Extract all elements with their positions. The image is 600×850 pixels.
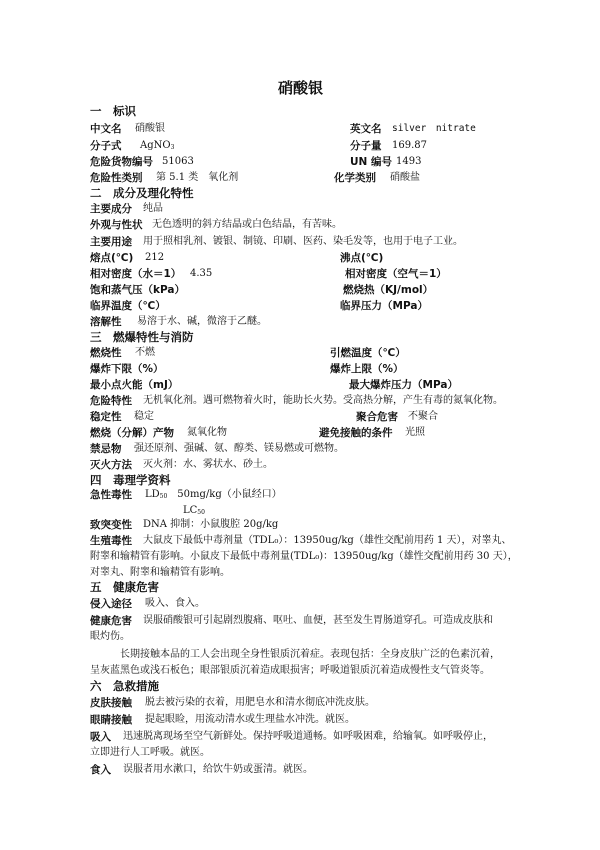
- lc50-value: $LC_{50}$: [183, 505, 205, 516]
- ingestion-label: 食入: [90, 764, 111, 776]
- en-name-value: silver nitrate: [392, 123, 476, 134]
- avoid-conditions-label: 避免接触的条件: [319, 427, 393, 439]
- composition-value: 纯品: [143, 203, 163, 214]
- formula-value: AgNO$_3$: [140, 140, 175, 151]
- health-hazard-line-1: 误服硝酸银可引起剧烈腹痛、呕吐、血便，甚至发生胃肠道穿孔。可造成皮肤和: [143, 615, 493, 626]
- ignition-temp-label: 引燃温度（℃）: [330, 347, 406, 359]
- cn-name-label: 中文名: [90, 123, 122, 135]
- uel-label: 爆炸上限（%）: [330, 363, 404, 375]
- cn-name-value: 硝酸银: [135, 123, 165, 134]
- reproductive-toxicity-label: 生殖毒性: [90, 535, 132, 547]
- hazard-property-value: 无机氧化剂。遇可燃物着火时，能助长火势。受高热分解，产生有毒的氮氧化物。: [143, 395, 503, 406]
- boiling-point-label: 沸点(℃): [340, 252, 384, 264]
- lel-label: 爆炸下限（%）: [90, 363, 164, 375]
- eye-contact-label: 眼睛接触: [90, 714, 132, 726]
- rel-density-water-value: 4.35: [190, 268, 213, 279]
- avoid-conditions-value: 光照: [405, 427, 425, 438]
- reproductive-toxicity-line-2: 附睾和输精管有影响。小鼠皮下最低中毒剂量(TDL₀)：13950ug/kg（雄性交配前用药 30 天），: [90, 551, 518, 562]
- incompatible-label: 禁忌物: [90, 443, 122, 455]
- rel-density-air-label: 相对密度（空气＝1）: [345, 268, 447, 280]
- hazard-class-label: 危险性类别: [90, 172, 143, 184]
- stability-value: 稳定: [134, 411, 154, 422]
- health-hazard-label: 健康危害: [90, 615, 132, 627]
- min-ignition-energy-label: 最小点火能（mJ）: [90, 379, 179, 391]
- reproductive-toxicity-line-1: 大鼠皮下最低中毒剂量（TDL₀）：13950ug/kg（雄性交配前用药 1 天），对睾丸、: [143, 535, 512, 546]
- main-use-value: 用于照相乳剂、镀银、制镜、印刷、医药、染毛发等，也用于电子工业。: [143, 236, 463, 247]
- critical-pressure-label: 临界压力（MPa）: [340, 300, 428, 312]
- stability-label: 稳定性: [90, 411, 122, 423]
- polymerization-value: 不聚合: [408, 411, 438, 422]
- en-name-label: 英文名: [350, 123, 382, 135]
- mw-label: 分子量: [350, 140, 382, 152]
- dg-number-label: 危险货物编号: [90, 156, 153, 168]
- health-hazard-line-2: 眼灼伤。: [90, 631, 130, 642]
- skin-contact-value: 脱去被污染的衣着，用肥皂水和清水彻底冲洗皮肤。: [145, 697, 375, 708]
- ingestion-value: 误服者用水漱口，给饮牛奶或蛋清。就医。: [123, 764, 313, 775]
- section-heading-first-aid: 六 急救措施: [90, 679, 159, 693]
- flammability-label: 燃烧性: [90, 347, 122, 359]
- solubility-value: 易溶于水、碱，微溶于乙醚。: [137, 316, 267, 327]
- section-heading-identification: 一 标识: [90, 104, 136, 118]
- hazard-class-value: 第 5.1 类 氧化剂: [156, 172, 239, 183]
- ld50-value: $LD_{50}$ 50mg/kg（小鼠经口）: [145, 489, 282, 500]
- appearance-value: 无色透明的斜方结晶或白色结晶，有苦味。: [152, 219, 342, 230]
- un-number-label: UN 编号: [350, 156, 392, 168]
- extinguishing-value: 灭火剂：水、雾状水、砂土。: [143, 459, 273, 470]
- section-heading-health: 五 健康危害: [90, 580, 159, 594]
- melting-point-value: 212: [145, 252, 165, 263]
- polymerization-label: 聚合危害: [356, 411, 398, 423]
- inhalation-line-2: 立即进行人工呼吸。就医。: [90, 747, 210, 758]
- exposure-route-value: 吸入、食入。: [145, 598, 205, 609]
- appearance-label: 外观与性状: [90, 219, 143, 231]
- mutagenicity-label: 致突变性: [90, 519, 132, 531]
- un-number-value: 1493: [396, 156, 422, 167]
- chem-class-label: 化学类别: [334, 172, 376, 184]
- section-heading-toxicology: 四 毒理学资料: [90, 473, 171, 487]
- composition-label: 主要成分: [90, 203, 132, 215]
- extinguishing-label: 灭火方法: [90, 459, 132, 471]
- melting-point-label: 熔点(℃): [90, 252, 134, 264]
- inhalation-line-1: 迅速脱离现场至空气新鲜处。保持呼吸道通畅。如呼吸困难，给输氧。如呼吸停止，: [123, 731, 493, 742]
- exposure-route-label: 侵入途径: [90, 598, 132, 610]
- skin-contact-label: 皮肤接触: [90, 697, 132, 709]
- formula-label: 分子式: [90, 140, 122, 152]
- page-title: 硝酸银: [278, 79, 324, 97]
- acute-toxicity-label: 急性毒性: [90, 489, 132, 501]
- eye-contact-value: 提起眼睑，用流动清水或生理盐水冲洗。就医。: [145, 714, 355, 725]
- decomposition-value: 氮氧化物: [187, 427, 227, 438]
- inhalation-label: 吸入: [90, 731, 111, 743]
- critical-temp-label: 临界温度（℃）: [90, 300, 166, 312]
- mutagenicity-value: DNA 抑制：小鼠腹腔 20g/kg: [143, 519, 279, 530]
- section-heading-fire: 三 燃爆特性与消防: [90, 330, 194, 344]
- long-term-exposure-line-1: 长期接触本品的工人会出现全身性银质沉着症。表现包括：全身皮肤广泛的色素沉着，: [120, 649, 500, 660]
- main-use-label: 主要用途: [90, 236, 132, 248]
- incompatible-value: 强还原剂、强碱、氨、醇类、镁易燃或可燃物。: [134, 443, 344, 454]
- vapor-pressure-label: 饱和蒸气压（kPa）: [90, 284, 185, 296]
- hazard-property-label: 危险特性: [90, 395, 132, 407]
- chem-class-value: 硝酸盐: [390, 172, 420, 183]
- flammability-value: 不燃: [135, 347, 155, 358]
- solubility-label: 溶解性: [90, 316, 122, 328]
- long-term-exposure-line-2: 呈灰蓝黑色或浅石板色；眼部银质沉着造成眼损害；呼吸道银质沉着造成慢性支气管炎等。: [90, 665, 490, 676]
- rel-density-water-label: 相对密度（水＝1）: [90, 268, 182, 280]
- combustion-heat-label: 燃烧热（KJ/mol）: [343, 284, 434, 296]
- dg-number-value: 51063: [162, 156, 194, 167]
- max-explosion-pressure-label: 最大爆炸压力（MPa）: [349, 379, 458, 391]
- mw-value: 169.87: [392, 140, 427, 151]
- section-heading-composition: 二 成分及理化特性: [90, 186, 194, 200]
- decomposition-label: 燃烧（分解）产物: [90, 427, 174, 439]
- reproductive-toxicity-line-3: 对睾丸、附睾和输精管有影响。: [90, 567, 230, 578]
